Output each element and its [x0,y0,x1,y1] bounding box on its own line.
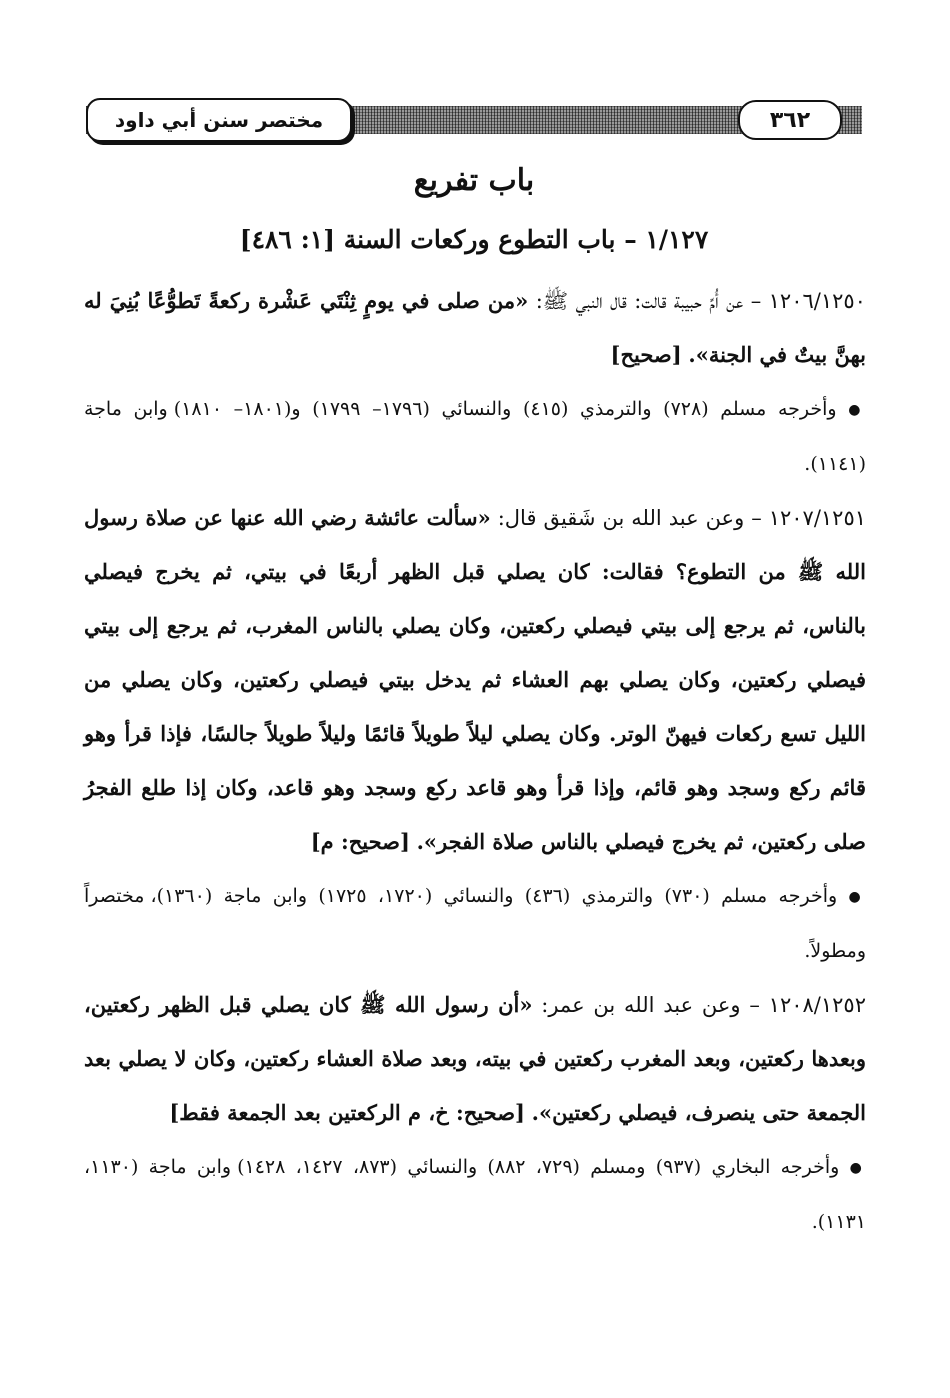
takhrij-text: وأخرجه مسلم (٧٢٨) والترمذي (٤١٥) والنسائي (١٧٩٦– ١٧٩٩) و(١٨٠١– ١٨١٠) وابن ماجة (١١٤١). [84,398,866,475]
book-title: مختصر سنن أبي داود [86,98,352,142]
takhrij-paragraph [84,1140,866,1249]
page-number: ٣٦٢ [738,100,842,140]
page-content [84,274,866,1249]
section-title: ١/١٢٧ – باب التطوع وركعات السنة [١: ٤٨٦] [239,225,709,254]
hadith-text: «من صلى في يومٍ ثِنْتَي عَشْرة ركعةً تَطوُّعًا بُنِيَ له بهنَّ بيتٌ في الجنة». [84,288,866,367]
takhrij-text: وأخرجه البخاري (٩٣٧) ومسلم (٧٢٩، ٨٨٢) والنسائي (٨٧٣، ١٤٢٧، ١٤٢٨) وابن ماجة (١١٣٠، ١١٣١). [84,1156,866,1233]
takhrij-paragraph [84,869,866,978]
hadith-grade: [صحيح] [610,342,682,367]
bullet-icon: ● [848,402,867,418]
bullet-icon: ● [848,889,867,905]
hadith-text: «سألت عائشة رضي الله عنها عن صلاة رسول الله ﷺ من التطوع؟ فقالت: كان يصلي قبل الظهر أربعًا في بيتي، ثم يخرج فيصلي بالناس، ثم يرجع إلى بيتي فيصلي ركعتين، وكان يصلي بالناس المغرب، ثم يرجع إلى بيتي فيصلي ركعتين، وكان يصلي بهم العشاء ثم يدخل بيتي فيصلي ركعتين، وكان يصلي من الليل تسع ركعات فيهنّ الوتر. وكان يصلي ليلاً طويلاً قائمًا وليلاً طويلاً جالسًا، فإذا قرأ وهو قائم ركع وسجد وهو قائم، وإذا قرأ وهو قاعد ركع وسجد وهو قاعد، وكان إذا طلع الفجرُ صلى ركعتين، ثم يخرج فيصلي بالناس صلاة الفجر». [84,505,866,854]
hadith-number: ١٢٠٨/١٢٥٢ – [749,993,866,1017]
bullet-icon: ● [849,1160,867,1176]
hadith-intro: وعن عبد الله بن عمر: [541,993,741,1017]
hadith-number: ١٢٠٦/١٢٥٠ – [750,289,866,313]
hadith-number: ١٢٠٧/١٢٥١ – [751,506,867,530]
chapter-title: باب تفريع [413,163,535,198]
hadith-intro: عن أُمِّ حبيبة قالت: قال النبي ﷺ: [535,289,744,313]
hadith-grade: [صحيح: خ، م الركعتين بعد الجمعة فقط] [169,1100,525,1125]
hadith-paragraph [84,978,866,1140]
hadith-text: «أن رسول الله ﷺ كان يصلي قبل الظهر ركعتين، وبعدها ركعتين، وبعد المغرب ركعتين في بيته، وبعد صلاة العشاء ركعتين، وكان لا يصلي بعد الجمعة حتى ينصرف، فيصلي ركعتين». [84,992,866,1125]
hadith-intro: وعن عبد الله بن شَقيق قال: [497,506,745,530]
hadith-grade: [صحيح: م] [310,829,410,854]
hadith-paragraph [84,491,866,869]
takhrij-text: وأخرجه مسلم (٧٣٠) والترمذي (٤٣٦) والنسائي (١٧٢٠، ١٧٢٥) وابن ماجة (١٣٦٠)، مختصراً ومطولاً. [84,885,866,962]
page-header [86,98,862,142]
takhrij-paragraph [84,382,866,491]
hadith-paragraph [84,274,866,382]
